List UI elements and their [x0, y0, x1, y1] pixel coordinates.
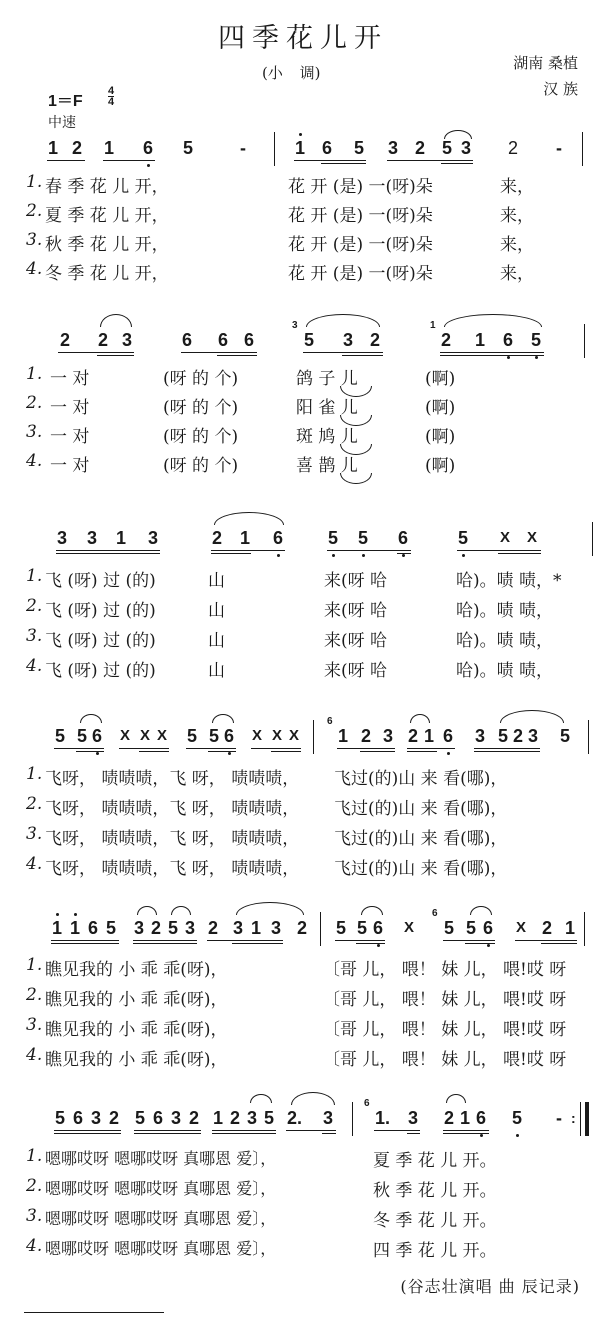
note: 3 — [185, 918, 196, 938]
lyric-verse-1: 1. 瞧见我的 小 乖 乖(呀)， 〔哥 儿， 喂！ 妹 儿， 喂!哎 呀 — [26, 955, 567, 980]
note: 5 — [357, 918, 368, 938]
note: 3 — [57, 528, 68, 548]
slur — [444, 314, 542, 327]
beam-line — [374, 1130, 420, 1131]
beam-line — [515, 940, 577, 941]
beam-line — [119, 748, 169, 749]
note: 2 — [508, 138, 519, 158]
note: 5 — [444, 918, 455, 938]
note: 3 — [408, 1108, 419, 1128]
beam-line — [186, 748, 236, 749]
beam-line — [407, 751, 437, 752]
note: 2 — [230, 1108, 241, 1128]
beam-line — [457, 550, 541, 551]
beam-line — [397, 553, 411, 554]
note: 2 — [361, 726, 372, 746]
origin-region: 湖南 桑植 — [513, 54, 578, 72]
tempo-marking: 中速 — [48, 115, 76, 131]
note: 3 — [87, 528, 98, 548]
note: 2 — [98, 330, 109, 350]
note: 3 — [528, 726, 539, 746]
slur — [250, 1094, 272, 1103]
barline — [274, 132, 275, 166]
beam-line — [97, 355, 134, 356]
note: 1 — [213, 1108, 224, 1128]
note: 6 — [182, 330, 193, 350]
note: 6 — [443, 726, 454, 746]
staff-system-2 — [0, 322, 608, 362]
lyric-verse-1: 1. 一 对 (呀 的 个) 鸽 子 儿 (啊) — [26, 364, 456, 389]
note: 2 — [408, 726, 419, 746]
note: 5 — [55, 726, 66, 746]
note: 5 — [358, 528, 369, 548]
note: 6 — [224, 726, 235, 746]
note: 5 — [55, 1108, 66, 1128]
note: 6 — [73, 1108, 84, 1128]
note: 5 — [512, 1108, 523, 1128]
note: 2 — [60, 330, 71, 350]
beam-line — [207, 940, 283, 941]
beam-line — [271, 751, 301, 752]
note: 2 — [189, 1108, 200, 1128]
lyric-verse-1: 1. 飞 (呀) 过 (的) 山 来(呀 哈 哈)。啧 啧，* — [26, 566, 562, 591]
note: 2 — [212, 528, 223, 548]
repeat-dots: : — [571, 1110, 576, 1126]
lyric-verse-3: 3. 飞 (呀) 过 (的) 山 来(呀 哈 哈)。啧 啧， — [26, 626, 554, 651]
note: 2 — [444, 1108, 455, 1128]
note: 3 — [122, 330, 133, 350]
beam-line — [321, 163, 366, 164]
note: 6 — [398, 528, 409, 548]
beam-line — [387, 160, 473, 161]
grace-note: 3 — [292, 320, 298, 331]
note: 6 — [503, 330, 514, 350]
slur — [291, 1092, 335, 1105]
lyric-verse-4: 4. 嗯哪哎呀 嗯哪哎呀 真哪恩 爱〕， 四 季 花 儿 开。 — [26, 1236, 497, 1261]
note: 2 — [370, 330, 381, 350]
lyric-verse-3: 3. 瞧见我的 小 乖 乖(呀)， 〔哥 儿， 喂！ 妹 儿， 喂!哎 呀 — [26, 1015, 567, 1040]
note: 5 — [106, 918, 117, 938]
note: 3 — [461, 138, 472, 158]
lyric-verse-4: 4. 瞧见我的 小 乖 乖(呀)， 〔哥 儿， 喂！ 妹 儿， 喂!哎 呀 — [26, 1045, 567, 1070]
footnote-divider — [24, 1312, 164, 1313]
note: 3 — [388, 138, 399, 158]
beam-line — [76, 751, 104, 752]
beam-line — [54, 1130, 121, 1131]
beam-line — [47, 160, 85, 161]
slur — [236, 902, 304, 915]
beam-line — [474, 751, 540, 752]
beam-line — [208, 751, 236, 752]
note: 5 — [458, 528, 469, 548]
note: 3 — [383, 726, 394, 746]
lyric-verse-2: 2. 瞧见我的 小 乖 乖(呀)， 〔哥 儿， 喂！ 妹 儿， 喂!哎 呀 — [26, 985, 567, 1010]
grace-note: 6 — [432, 908, 438, 919]
barline — [320, 912, 321, 946]
beam-line — [294, 160, 366, 161]
note: 5 — [498, 726, 509, 746]
beam-line — [441, 163, 473, 164]
beam-line — [303, 352, 383, 353]
note: 2 — [151, 918, 162, 938]
beam-line — [407, 1133, 420, 1134]
note: 2 — [513, 726, 524, 746]
note: 5 — [531, 330, 542, 350]
note: X — [272, 727, 283, 744]
lyric-verse-3: 3. 秋 季 花 儿 开， 花 开 (是) 一(呀)朵 来， — [26, 230, 534, 255]
note: 2 — [441, 330, 452, 350]
lyric-verse-1: 1. 春 季 花 儿 开， 花 开 (是) 一(呀)朵 来， — [26, 172, 534, 197]
note: X — [516, 919, 527, 936]
note: 2. — [287, 1108, 303, 1128]
beam-line — [232, 943, 283, 944]
beam-line — [443, 940, 495, 941]
lyric-verse-2: 2. 飞 (呀) 过 (的) 山 来(呀 哈 哈)。啧 啧， — [26, 596, 554, 621]
beam-line — [56, 553, 160, 554]
beam-line — [474, 748, 540, 749]
note: 5 — [328, 528, 339, 548]
staff-system-5 — [0, 910, 608, 950]
note: 2 — [72, 138, 83, 158]
note: 3 — [247, 1108, 258, 1128]
note: 3 — [475, 726, 486, 746]
beam-line — [134, 1133, 201, 1134]
note: 6 — [373, 918, 384, 938]
beam-line — [212, 1133, 276, 1134]
note: 5 — [336, 918, 347, 938]
note: 3 — [91, 1108, 102, 1128]
lyric-verse-4: 4. 冬 季 花 儿 开， 花 开 (是) 一(呀)朵 来， — [26, 259, 534, 284]
barline — [352, 1102, 353, 1136]
beam-line — [342, 355, 383, 356]
note: 2 — [109, 1108, 120, 1128]
performer-credit: (谷志壮演唱 曲 辰记录) — [400, 1277, 580, 1296]
lyric-verse-3: 3. 嗯哪哎呀 嗯哪哎呀 真哪恩 爱〕， 冬 季 花 儿 开。 — [26, 1206, 497, 1231]
note: 1 — [565, 918, 576, 938]
note: 5 — [442, 138, 453, 158]
note: 2 — [208, 918, 219, 938]
beam-line — [133, 943, 197, 944]
beam-line — [440, 355, 544, 356]
note: 5 — [168, 918, 179, 938]
slur — [171, 906, 191, 915]
note: 3 — [343, 330, 354, 350]
note: X — [500, 529, 511, 546]
staff-system-1 — [0, 130, 608, 170]
note: 1 — [338, 726, 349, 746]
note: 5 — [560, 726, 571, 746]
beam-line — [134, 1130, 201, 1131]
staff-system-4 — [0, 718, 608, 758]
note: 1 — [460, 1108, 471, 1128]
note: 2 — [297, 918, 308, 938]
note: 1 — [475, 330, 486, 350]
song-title: 四季花儿开 — [218, 23, 388, 54]
lyric-verse-2: 2. 飞呀， 啧啧啧，飞 呀， 啧啧啧， 飞过(的)山 来 看(哪)， — [26, 794, 508, 819]
note: 5 — [183, 138, 194, 158]
song-subtitle: (小 调) — [262, 64, 321, 82]
note: 2 — [542, 918, 553, 938]
note: 5 — [77, 726, 88, 746]
lyric-verse-3: 3. 一 对 (呀 的 个) 斑 鸠 儿 (啊) — [26, 422, 456, 447]
note: 6 — [322, 138, 333, 158]
note: 6 — [273, 528, 284, 548]
slur — [306, 314, 380, 327]
note: 1 — [251, 918, 262, 938]
slur — [212, 714, 234, 723]
beam-line — [327, 550, 411, 551]
beam-line — [217, 355, 257, 356]
note: X — [120, 727, 131, 744]
note: 1 — [240, 528, 251, 548]
note: X — [157, 727, 168, 744]
final-barline — [585, 1102, 589, 1136]
beam-line — [51, 940, 119, 941]
barline — [592, 522, 593, 556]
beam-line — [58, 352, 134, 353]
note: 3 — [323, 1108, 334, 1128]
lyric-verse-1: 1. 飞呀， 啧啧啧，飞 呀， 啧啧啧， 飞过(的)山 来 看(哪)， — [26, 764, 508, 789]
beam-line — [139, 751, 169, 752]
note: 6 — [218, 330, 229, 350]
slur — [500, 710, 564, 723]
slur — [214, 512, 284, 525]
note: 6 — [483, 918, 494, 938]
note: 6 — [244, 330, 255, 350]
note: 1 — [104, 138, 115, 158]
beam-line — [407, 748, 455, 749]
note: X — [289, 727, 300, 744]
note: 5 — [187, 726, 198, 746]
barline — [584, 912, 585, 946]
note: X — [527, 529, 538, 546]
note: X — [252, 727, 263, 744]
lyric-verse-2: 2. 一 对 (呀 的 个) 阳 雀 儿 (啊) — [26, 393, 456, 418]
lyric-verse-4: 4. 一 对 (呀 的 个) 喜 鹊 儿 (啊) — [26, 451, 456, 476]
note: 5 — [304, 330, 315, 350]
key-signature: 1＝F — [48, 93, 83, 110]
beam-line — [211, 553, 251, 554]
beam-line — [498, 553, 541, 554]
note: 3 — [171, 1108, 182, 1128]
note: 3 — [233, 918, 244, 938]
note: 3 — [271, 918, 282, 938]
note: 5 — [135, 1108, 146, 1128]
barline — [582, 132, 583, 166]
lyric-verse-4: 4. 飞呀， 啧啧啧，飞 呀， 啧啧啧， 飞过(的)山 来 看(哪)， — [26, 854, 508, 879]
lyric-verse-1: 1. 嗯哪哎呀 嗯哪哎呀 真哪恩 爱〕， 夏 季 花 儿 开。 — [26, 1146, 497, 1171]
slur — [444, 130, 472, 139]
note: 6 — [88, 918, 99, 938]
grace-note: 6 — [364, 1098, 370, 1109]
note: 1 — [295, 138, 306, 158]
beam-line — [335, 940, 385, 941]
barline — [588, 720, 589, 754]
slur — [361, 906, 383, 915]
barline — [313, 720, 314, 754]
beam-line — [443, 1130, 489, 1131]
beam-line — [54, 1133, 121, 1134]
slur — [470, 906, 492, 915]
note: 3 — [148, 528, 159, 548]
note: 5 — [354, 138, 365, 158]
time-signature: 4 4 — [108, 85, 115, 108]
beam-line — [181, 352, 257, 353]
slur — [80, 714, 102, 723]
note: 1 — [70, 918, 81, 938]
slur — [340, 473, 372, 484]
origin-ethnicity: 汉 族 — [543, 80, 578, 98]
note: 5 — [209, 726, 220, 746]
note: 2 — [415, 138, 426, 158]
slur — [100, 314, 132, 327]
lyric-verse-4: 4. 飞 (呀) 过 (的) 山 来(呀 哈 哈)。啧 啧， — [26, 656, 554, 681]
beam-line — [356, 943, 385, 944]
grace-note: 6 — [327, 716, 333, 727]
beam-line — [103, 160, 155, 161]
note: X — [404, 919, 415, 936]
lyric-verse-2: 2. 夏 季 花 儿 开， 花 开 (是) 一(呀)朵 来， — [26, 201, 534, 226]
beam-line — [322, 1133, 336, 1134]
note: 6 — [476, 1108, 487, 1128]
note: 1 — [48, 138, 59, 158]
note: 6 — [143, 138, 154, 158]
dash: - — [556, 138, 562, 158]
beam-line — [286, 1130, 336, 1131]
note: 6 — [92, 726, 103, 746]
beam-line — [440, 352, 544, 353]
beam-line — [51, 943, 119, 944]
beam-line — [56, 550, 160, 551]
slur — [137, 906, 157, 915]
beam-line — [465, 943, 495, 944]
note: 6 — [153, 1108, 164, 1128]
beam-line — [251, 748, 301, 749]
grace-note: 1 — [430, 320, 436, 331]
beam-line — [337, 748, 395, 749]
staff-system-6 — [0, 1100, 608, 1140]
note: 3 — [134, 918, 145, 938]
beam-line — [360, 751, 395, 752]
note: X — [140, 727, 151, 744]
staff-system-3 — [0, 520, 608, 560]
note: 5 — [466, 918, 477, 938]
lyric-verse-2: 2. 嗯哪哎呀 嗯哪哎呀 真哪恩 爱〕， 秋 季 花 儿 开。 — [26, 1176, 497, 1201]
slur — [410, 714, 430, 723]
note: 1. — [375, 1108, 391, 1128]
note: 1 — [52, 918, 63, 938]
note: 5 — [264, 1108, 275, 1128]
note: 1 — [116, 528, 127, 548]
note: 1 — [424, 726, 435, 746]
slur — [446, 1094, 466, 1103]
beam-line — [54, 748, 104, 749]
lyric-verse-3: 3. 飞呀， 啧啧啧，飞 呀， 啧啧啧， 飞过(的)山 来 看(哪)， — [26, 824, 508, 849]
beam-line — [133, 940, 197, 941]
beam-line — [443, 1133, 489, 1134]
barline — [584, 324, 585, 358]
beam-line — [211, 550, 285, 551]
dash: - — [240, 138, 246, 158]
beam-line — [541, 943, 577, 944]
beam-line — [212, 1130, 276, 1131]
barline — [580, 1102, 581, 1136]
dash: - — [556, 1108, 562, 1128]
